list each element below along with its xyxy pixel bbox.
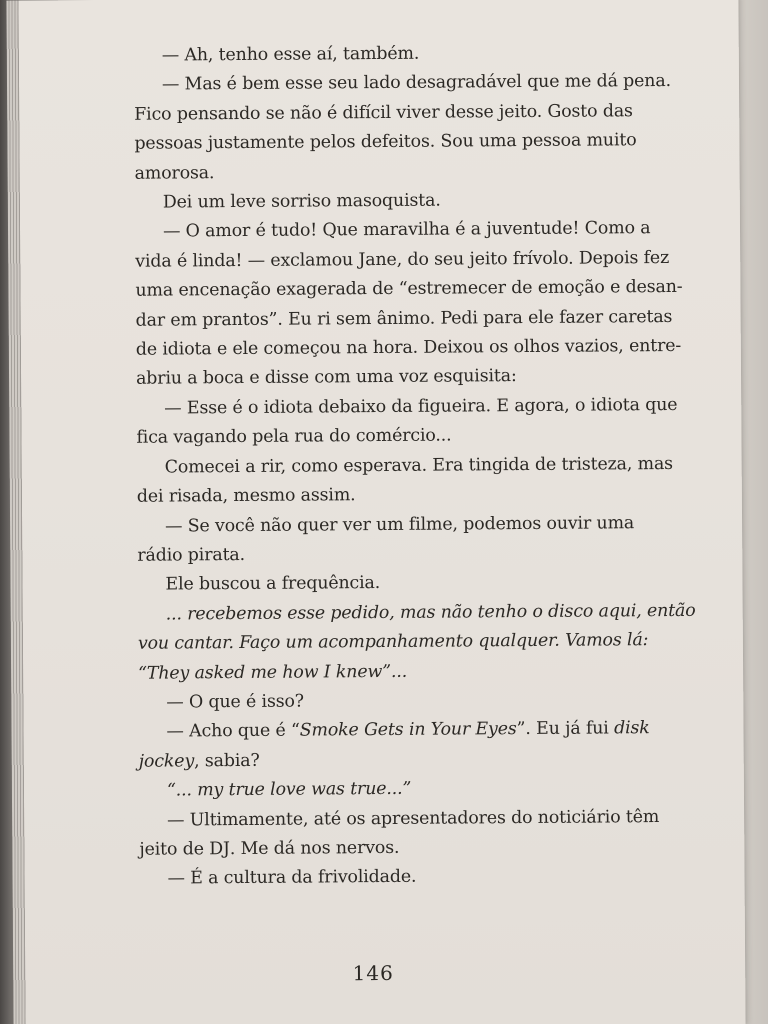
text-line: “... my true love was true...”	[166, 778, 412, 801]
text-line: pessoas justamente pelos defeitos. Sou uma pessoa muito	[134, 130, 637, 154]
text-line: — O amor é tudo! Que maravilha é a juventude! Como a	[162, 218, 651, 242]
text-line: vida é linda! — exclamou Jane, do seu jeito frívolo. Depois fez	[135, 247, 670, 272]
text-line: Ele buscou a frequência.	[165, 573, 381, 595]
text-line: Fico pensando se não é difícil viver desse jeito. Gosto das	[134, 101, 633, 125]
text-line: abriu a boca e disse com uma voz esquisita:	[135, 366, 517, 390]
text-line: “They asked me how I knew”...	[138, 661, 408, 684]
text-line: — Se você não quer ver um filme, podemos ouvir uma	[165, 512, 635, 537]
text-line: Comecei a rir, como esperava. Era tingida de tristeza, mas	[164, 453, 673, 478]
text-line: — Esse é o idiota debaixo da figueira. E agora, o idiota que	[164, 394, 678, 419]
text-line: Dei um leve sorriso masoquista.	[162, 190, 441, 213]
text-line: — Acho que é “Smoke Gets in Your Eyes”. Eu já fui disk	[166, 718, 650, 742]
body-text	[134, 38, 696, 894]
text-line: jeito de DJ. Me dá nos nervos.	[139, 837, 400, 860]
text-line: — O que é isso?	[166, 691, 305, 713]
text-line: rádio pirata.	[137, 544, 246, 566]
text-line: vou cantar. Faço um acompanhamento qualquer. Vamos lá:	[137, 630, 649, 654]
text-line: de idiota e ele começou na hora. Deixou os olhos vazios, entre-	[135, 335, 682, 360]
text-line: — Ah, tenho esse aí, também.	[161, 43, 420, 66]
text-line: — Mas é bem esse seu lado desagradável que me dá pena.	[161, 71, 672, 95]
book-page	[18, 0, 745, 1024]
page-number: 146	[352, 960, 394, 986]
text-line: ... recebemos esse pedido, mas não tenho o disco aqui, então	[165, 600, 696, 625]
text-line: uma encenação exagerada de “estremecer de emoção e desan-	[135, 277, 683, 301]
text-line: dei risada, mesmo assim.	[136, 485, 356, 507]
text-line: — Ultimamente, até os apresentadores do noticiário têm	[167, 806, 660, 831]
text-line: jockey, sabia?	[138, 750, 260, 772]
text-line: — É a cultura da frivolidade.	[167, 867, 417, 889]
text-line: amorosa.	[134, 162, 215, 184]
text-line: fica vagando pela rua do comércio...	[136, 425, 452, 448]
text-line: dar em prantos”. Eu ri sem ânimo. Pedi para ele fazer caretas	[135, 306, 673, 331]
